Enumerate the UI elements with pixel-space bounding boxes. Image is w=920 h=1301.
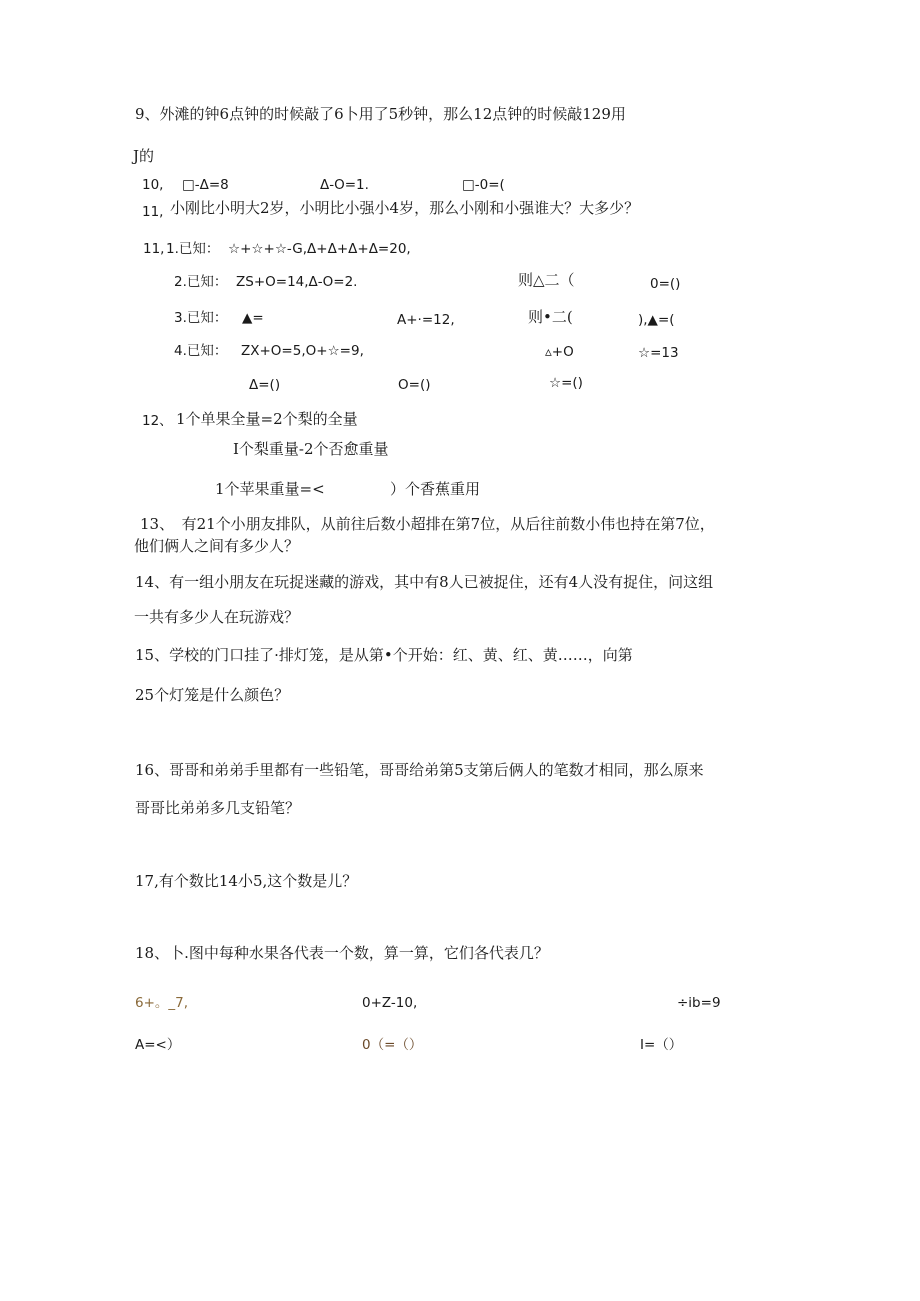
q11b-row4-right: ☆=13: [638, 345, 679, 361]
q11b-row3-mid1: A+·=12,: [397, 312, 455, 328]
q9-line1: 9、外滩的钟6点钟的时候敲了6卜用了5秒钟，那么12点钟的时候敲129用: [135, 105, 626, 123]
q9-line2: J的: [133, 147, 155, 165]
q15-line1: 15、学校的门口挂了·排灯笼，是从第•个开始：红、黄、红、黄……，向第: [135, 646, 633, 664]
q12-line1: 1个单果全量=2个梨的全量: [176, 410, 358, 428]
q11b-row1-label: 1.已知：: [166, 241, 220, 257]
q10-expr-b: Δ-O=1.: [320, 177, 369, 193]
q18-answer-2: 0（=（）: [362, 1037, 423, 1053]
q11a-number: 11,: [142, 204, 164, 220]
q18-equation-3: ÷ib=9: [677, 995, 721, 1011]
q15-line2: 25个灯笼是什么颜色？: [135, 686, 290, 704]
q16-line1: 16、哥哥和弟弟手里都有一些铅笔，哥哥给弟第5支第后俩人的笔数才相同，那么原来: [135, 761, 704, 779]
q10-number: 10,: [142, 177, 164, 193]
q11b-answer-delta: Δ=(): [249, 377, 281, 393]
q11b-row3-mid2: 则•二(: [528, 308, 573, 326]
q13-line2: 他们俩人之间有多少人？: [134, 537, 300, 555]
q11b-answer-circle: O=(): [398, 377, 431, 393]
q14-line2: 一共有多少人在玩游戏？: [134, 608, 300, 626]
q18-answer-3: I=（）: [640, 1037, 683, 1053]
q11b-row3-label: 3.已知：: [174, 310, 228, 326]
q17-text: 17,有个数比14小5,这个数是儿？: [135, 872, 358, 890]
q12-line3-end: ）个香蕉重用: [390, 480, 481, 498]
q12-line2: I个梨重量-2个否愈重量: [233, 440, 389, 458]
q11b-row3-expr: ▲=: [242, 310, 264, 326]
q11b-row2-right: 0=(): [650, 276, 681, 292]
q10-expr-a: □-Δ=8: [182, 177, 229, 193]
q11b-number: 11,: [143, 241, 165, 257]
q11b-row1-expr: ☆+☆+☆-G,Δ+Δ+Δ+Δ=20,: [228, 241, 411, 257]
q18-title: 18、卜.图中每种水果各代表一个数，算一算，它们各代表几？: [135, 944, 549, 962]
q10-expr-c: □-0=(: [462, 177, 505, 193]
q12-line3-start: 1个苹果重量=<: [215, 480, 325, 498]
q11b-row2-mid: 则△二（: [518, 271, 575, 289]
q11b-row2-label: 2.已知：: [174, 274, 228, 290]
q13-line1: 13、 有21个小朋友排队，从前往后数小超排在第7位，从后往前数小伟也持在第7位，: [140, 515, 715, 533]
q11b-row3-right: ),▲=(: [638, 312, 675, 328]
q18-equation-2: 0+Z-10,: [362, 995, 418, 1011]
q11a-text: 小刚比小明大2岁，小明比小强小4岁，那么小刚和小强谁大？大多少？: [170, 199, 640, 217]
q16-line2: 哥哥比弟弟多几支铅笔？: [135, 799, 301, 817]
q12-number: 12、: [142, 413, 173, 429]
q11b-answer-star: ☆=(): [549, 375, 583, 391]
q11b-row4-mid: ▵+O: [545, 344, 574, 360]
q11b-row4-expr: ZX+O=5,O+☆=9,: [241, 343, 364, 359]
q18-equation-1: 6+。_7,: [135, 995, 189, 1011]
q14-line1: 14、有一组小朋友在玩捉迷藏的游戏，其中有8人已被捉住，还有4人没有捉住，问这组: [135, 573, 714, 591]
q18-answer-1: A=<）: [135, 1037, 181, 1053]
q11b-row4-label: 4.已知：: [174, 343, 228, 359]
q11b-row2-expr: ZS+O=14,Δ-O=2.: [236, 274, 358, 290]
